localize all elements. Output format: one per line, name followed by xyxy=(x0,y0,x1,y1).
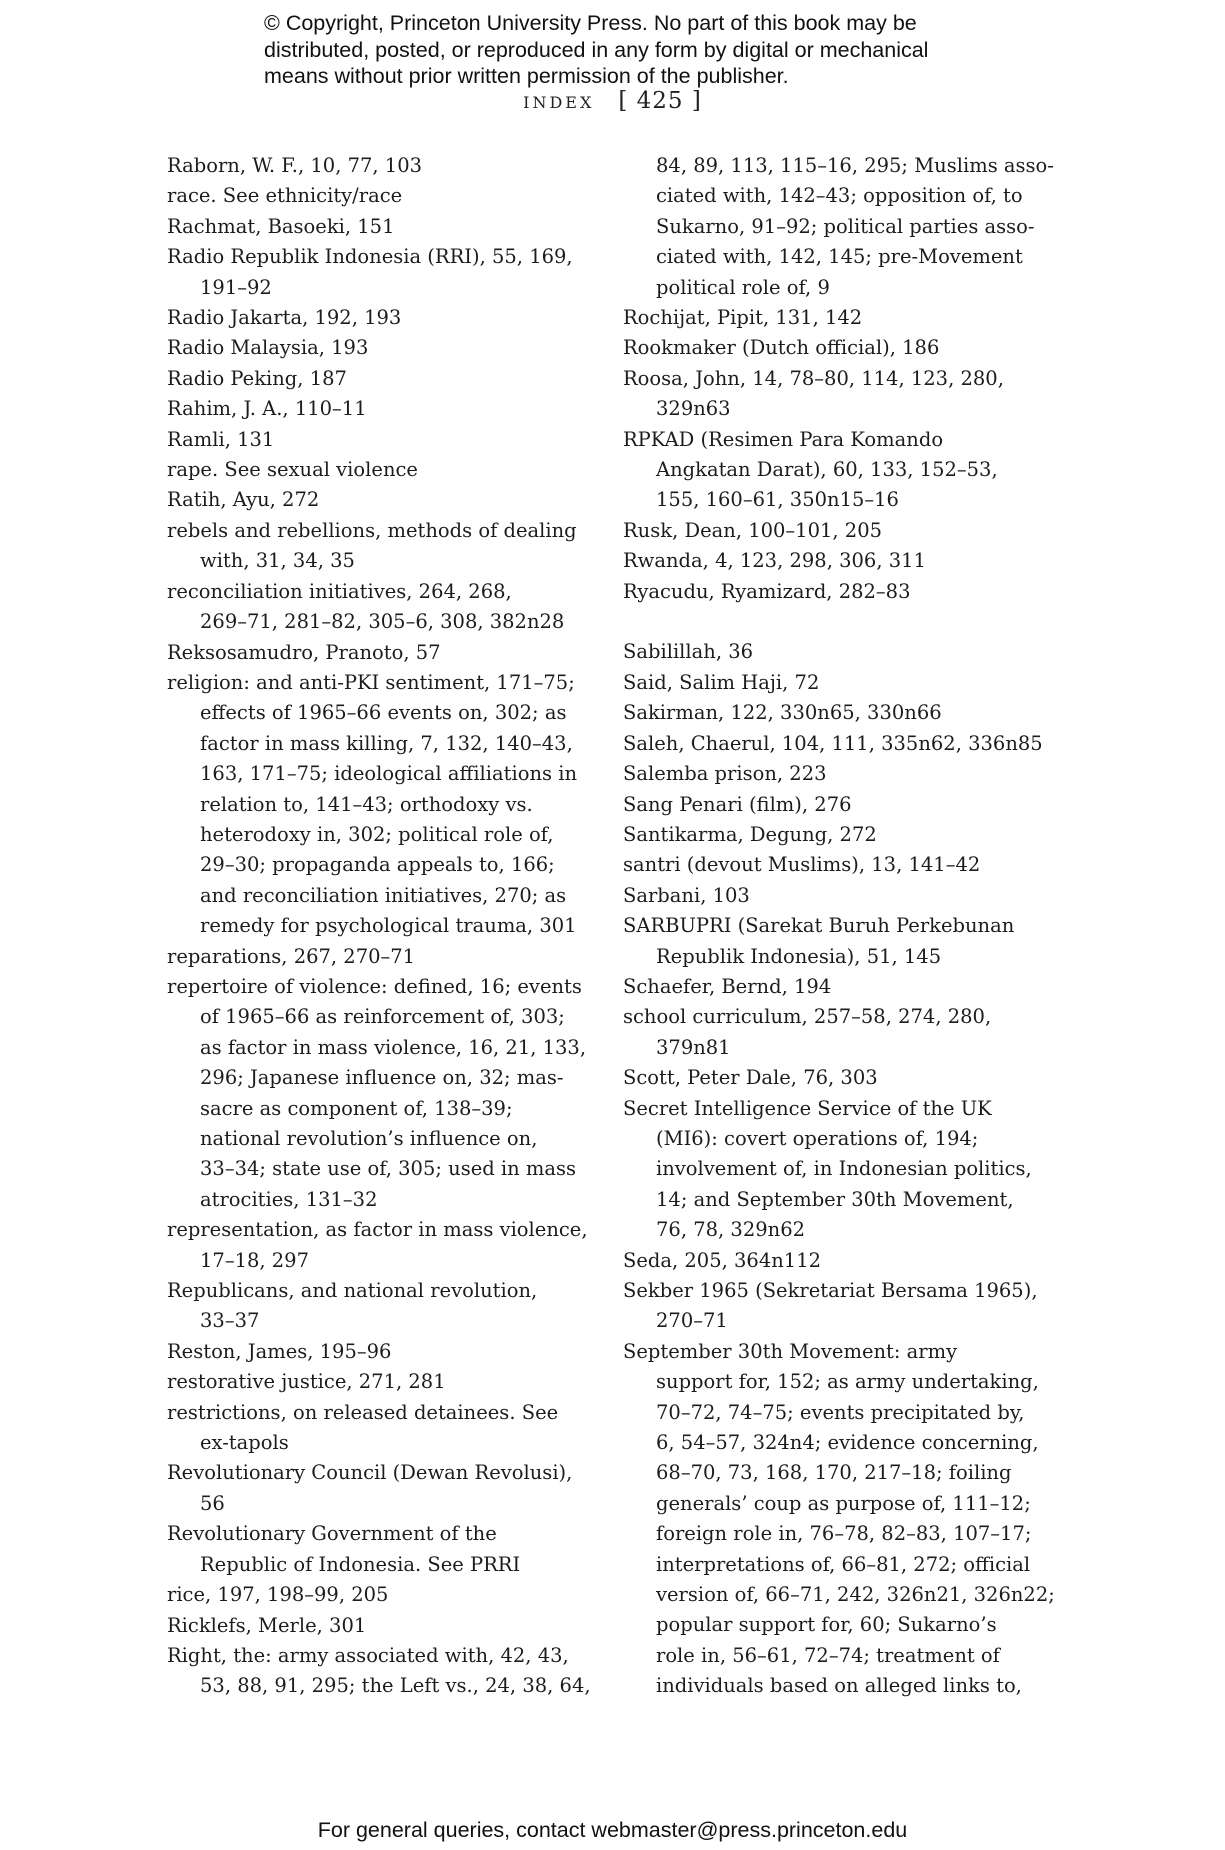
copyright-line: means without prior written permission of the publisher. xyxy=(264,64,789,88)
index-line: 76, 78, 329n62 xyxy=(656,1218,806,1242)
index-line: school curriculum, 257–58, 274, 280, xyxy=(623,1005,992,1029)
index-line: representation, as factor in mass violence, xyxy=(167,1218,588,1242)
index-line: Radio Peking, 187 xyxy=(167,366,347,390)
index-line: Sang Penari (film), 276 xyxy=(623,792,852,816)
index-line: RPKAD (Resimen Para Komando xyxy=(623,427,944,451)
index-line: 17–18, 297 xyxy=(200,1248,309,1272)
index-line: 14; and September 30th Movement, xyxy=(656,1187,1014,1211)
index-line: Ratih, Ayu, 272 xyxy=(167,488,320,512)
index-line: 296; Japanese influence on, 32; mas- xyxy=(200,1066,564,1090)
index-line: political role of, 9 xyxy=(656,275,830,299)
index-line: 155, 160–61, 350n15–16 xyxy=(656,488,899,512)
index-line: Sarbani, 103 xyxy=(623,883,750,907)
index-line: Sekber 1965 (Sekretariat Bersama 1965), xyxy=(623,1279,1038,1303)
index-line: relation to, 141–43; orthodoxy vs. xyxy=(200,792,533,816)
index-line: Said, Salim Haji, 72 xyxy=(623,670,820,694)
index-line: rice, 197, 198–99, 205 xyxy=(167,1583,389,1607)
index-line: rape. See sexual violence xyxy=(167,458,418,482)
index-line: rebels and rebellions, methods of dealing xyxy=(167,518,577,542)
index-line: restrictions, on released detainees. See xyxy=(167,1400,559,1424)
index-line: interpretations of, 66–81, 272; official xyxy=(656,1552,1031,1576)
index-line: 33–34; state use of, 305; used in mass xyxy=(200,1157,577,1181)
index-line: remedy for psychological trauma, 301 xyxy=(200,914,577,938)
index-line: generals’ coup as purpose of, 111–12; xyxy=(656,1491,1031,1515)
index-line: Angkatan Darat), 60, 133, 152–53, xyxy=(656,458,998,482)
index-line: Revolutionary Council (Dewan Revolusi), xyxy=(167,1461,573,1485)
index-line: Sukarno, 91–92; political parties asso- xyxy=(656,214,1035,238)
index-line: Rwanda, 4, 123, 298, 306, 311 xyxy=(623,549,926,573)
index-line: religion: and anti-PKI sentiment, 171–75; xyxy=(167,670,575,694)
index-line: race. See ethnicity/race xyxy=(167,184,403,208)
index-line: SARBUPRI (Sarekat Buruh Perkebunan xyxy=(623,914,1015,938)
index-line: factor in mass killing, 7, 132, 140–43, xyxy=(200,731,573,755)
index-line: Rusk, Dean, 100–101, 205 xyxy=(623,518,883,542)
index-line: Rookmaker (Dutch official), 186 xyxy=(623,336,940,360)
index-line: of 1965–66 as reinforcement of, 303; xyxy=(200,1005,565,1029)
index-line: Ryacudu, Ryamizard, 282–83 xyxy=(623,579,911,603)
index-line: Revolutionary Government of the xyxy=(167,1522,497,1546)
index-line: Seda, 205, 364n112 xyxy=(623,1248,822,1272)
index-line: 379n81 xyxy=(656,1035,731,1059)
index-line: heterodoxy in, 302; political role of, xyxy=(200,822,554,846)
index-line: Radio Malaysia, 193 xyxy=(167,336,369,360)
index-line: 70–72, 74–75; events precipitated by, xyxy=(656,1400,1025,1424)
running-head xyxy=(0,88,1225,114)
index-line: Schaefer, Bernd, 194 xyxy=(623,974,832,998)
index-line: ex-tapols xyxy=(200,1431,289,1455)
index-line: Sakirman, 122, 330n65, 330n66 xyxy=(623,701,942,725)
copyright-line: © Copyright, Princeton University Press. No part of this book may be xyxy=(264,11,917,35)
index-line: Reston, James, 195–96 xyxy=(167,1339,392,1363)
index-line: role in, 56–61, 72–74; treatment of xyxy=(656,1643,1000,1667)
index-line: Ricklefs, Merle, 301 xyxy=(167,1613,367,1637)
index-line: restorative justice, 271, 281 xyxy=(167,1370,446,1394)
index-line: Republik Indonesia), 51, 145 xyxy=(656,944,942,968)
index-line: Rachmat, Basoeki, 151 xyxy=(167,214,395,238)
index-line: Salemba prison, 223 xyxy=(623,762,827,786)
index-line: version of, 66–71, 242, 326n21, 326n22; xyxy=(656,1583,1055,1607)
index-line: as factor in mass violence, 16, 21, 133, xyxy=(200,1035,587,1059)
index-line: national revolution’s influence on, xyxy=(200,1127,538,1150)
index-line: reconciliation initiatives, 264, 268, xyxy=(167,579,512,603)
copyright-line: distributed, posted, or reproduced in any form by digital or mechanical xyxy=(264,37,929,62)
index-line: ciated with, 142–43; opposition of, to xyxy=(656,184,1023,208)
index-line: 329n63 xyxy=(656,397,731,421)
running-head-title: INDEX xyxy=(523,93,595,112)
index-line: Rahim, J. A., 110–11 xyxy=(167,397,367,421)
index-line: Republic of Indonesia. See PRRI xyxy=(200,1552,521,1576)
index-line: Radio Republik Indonesia (RRI), 55, 169, xyxy=(167,245,573,269)
index-line: involvement of, in Indonesian politics, xyxy=(656,1157,1032,1181)
index-line: Radio Jakarta, 192, 193 xyxy=(167,306,402,330)
index-line: santri (devout Muslims), 13, 141–42 xyxy=(623,853,981,877)
index-column-right xyxy=(623,151,1053,1702)
section-gap xyxy=(623,607,1053,637)
index-line: 68–70, 73, 168, 170, 217–18; foiling xyxy=(656,1461,1012,1485)
index-line: with, 31, 34, 35 xyxy=(200,549,355,573)
index-line: Republicans, and national revolution, xyxy=(167,1279,538,1303)
index-line: Saleh, Chaerul, 104, 111, 335n62, 336n85 xyxy=(623,731,1043,755)
copyright-notice xyxy=(264,10,984,90)
index-line: atrocities, 131–32 xyxy=(200,1187,378,1211)
index-line: 84, 89, 113, 115–16, 295; Muslims asso- xyxy=(656,154,1054,177)
index-line: 269–71, 281–82, 305–6, 308, 382n28 xyxy=(200,610,565,634)
index-line: 6, 54–57, 324n4; evidence concerning, xyxy=(656,1431,1039,1455)
index-line: effects of 1965–66 events on, 302; as xyxy=(200,701,567,725)
index-line: Secret Intelligence Service of the UK xyxy=(623,1096,992,1120)
index-line: ciated with, 142, 145; pre-Movement xyxy=(656,245,1023,269)
index-line: Ramli, 131 xyxy=(167,427,275,451)
index-line: support for, 152; as army undertaking, xyxy=(656,1370,1039,1394)
index-line: Rochijat, Pipit, 131, 142 xyxy=(623,306,863,330)
page-number: [ 425 ] xyxy=(618,88,702,114)
index-line: and reconciliation initiatives, 270; as xyxy=(200,883,567,907)
index-line: 53, 88, 91, 295; the Left vs., 24, 38, 64, xyxy=(200,1674,591,1698)
index-line: Right, the: army associated with, 42, 43, xyxy=(167,1643,569,1667)
index-line: popular support for, 60; Sukarno’s xyxy=(656,1613,997,1637)
index-line: 33–37 xyxy=(200,1309,260,1333)
index-line: Raborn, W. F., 10, 77, 103 xyxy=(167,154,423,177)
index-line: September 30th Movement: army xyxy=(623,1339,958,1363)
index-line: sacre as component of, 138–39; xyxy=(200,1096,513,1120)
index-line: Scott, Peter Dale, 76, 303 xyxy=(623,1066,878,1090)
index-line: 191–92 xyxy=(200,275,272,299)
index-line: reparations, 267, 270–71 xyxy=(167,944,416,968)
index-line: repertoire of violence: defined, 16; events xyxy=(167,974,582,998)
index-line: individuals based on alleged links to, xyxy=(656,1674,1022,1698)
index-line: (MI6): covert operations of, 194; xyxy=(656,1126,979,1150)
footer-contact: For general queries, contact webmaster@press.princeton.edu xyxy=(317,1818,908,1842)
index-column-left xyxy=(167,151,591,1702)
index-line: Reksosamudro, Pranoto, 57 xyxy=(167,640,441,664)
index-line: 270–71 xyxy=(656,1309,728,1333)
index-line: Sabilillah, 36 xyxy=(623,640,754,664)
index-line: 56 xyxy=(200,1491,225,1515)
index-line: foreign role in, 76–78, 82–83, 107–17; xyxy=(656,1522,1032,1546)
index-line: Santikarma, Degung, 272 xyxy=(623,822,877,846)
index-line: 163, 171–75; ideological affiliations in xyxy=(200,762,578,786)
index-line: 29–30; propaganda appeals to, 166; xyxy=(200,853,555,877)
index-line: Roosa, John, 14, 78–80, 114, 123, 280, xyxy=(623,366,1004,390)
